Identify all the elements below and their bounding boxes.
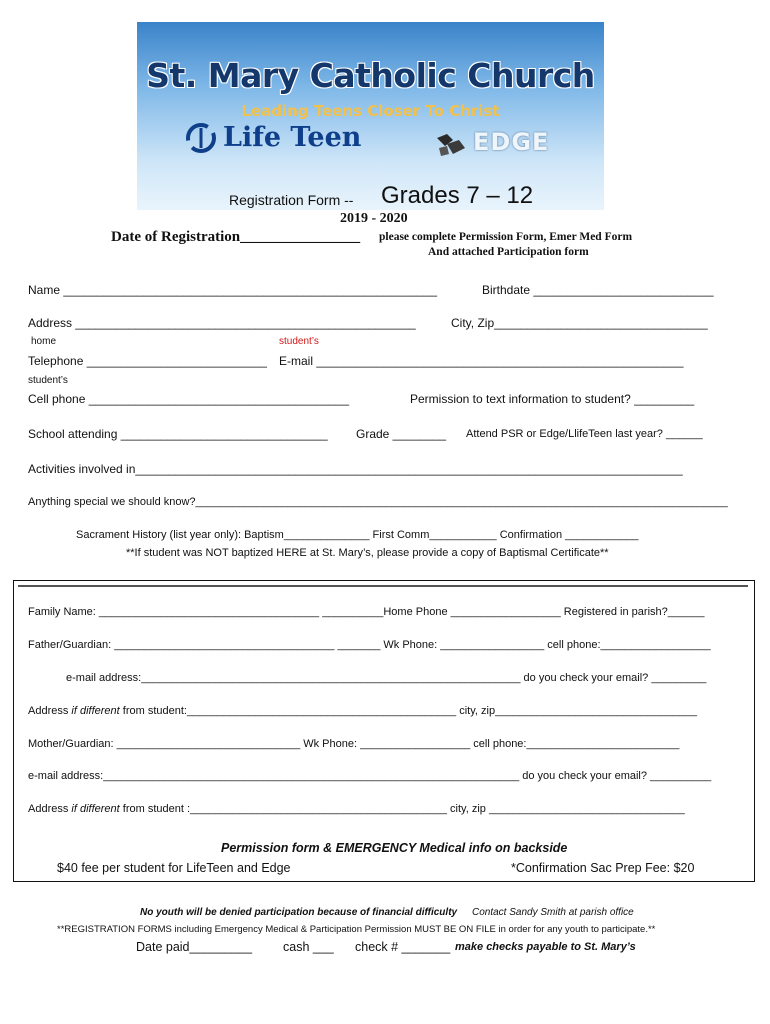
address-rest: from student:____________________________________________ city, zip_________________________________ [119, 705, 697, 717]
registration-forms-note: **REGISTRATION FORMS including Emergency Medical & Participation Permission MUST BE ON FILE in order for any youth to participate.** [57, 924, 656, 935]
address-label: Address [28, 803, 72, 815]
no-youth-denied-note: No youth will be denied participation because of financial difficulty [140, 907, 458, 918]
cell-phone-field[interactable]: Cell phone _______________________________________ [28, 392, 349, 406]
address-rest: from student :__________________________________________ city, zip ________________________________ [119, 803, 685, 815]
name-field[interactable]: Name ________________________________________________________ [28, 283, 438, 297]
home-label: home [31, 336, 57, 347]
header-banner [137, 22, 604, 210]
students-cell-label: student’s [28, 375, 68, 386]
date-paid-field[interactable]: Date paid_________ [136, 940, 253, 954]
activities-field[interactable]: Activities involved in__________________________________________________________________________________ [28, 462, 683, 476]
registration-form-label: Registration Form -- [229, 192, 354, 208]
address-label: Address [28, 705, 72, 717]
mother-email-field[interactable]: e-mail address:____________________________________________________________________ do you check your email? __________ [28, 770, 712, 782]
contact-note: Contact Sandy Smith at parish office [472, 907, 634, 918]
mother-address-field[interactable] [28, 803, 685, 815]
family-section-divider [18, 585, 748, 587]
family-section-box [13, 580, 755, 882]
students-email-label: student’s [279, 336, 319, 347]
church-name: St. Mary Catholic Church [146, 56, 595, 95]
attend-last-year-field[interactable]: Attend PSR or Edge/LlifeTeen last year? ______ [466, 428, 703, 440]
father-email-field[interactable]: e-mail address:______________________________________________________________ do you check your email? _________ [66, 672, 707, 684]
father-guardian-field[interactable]: Father/Guardian: ____________________________________ _______ Wk Phone: _________________ cell phone:__________________ [28, 639, 711, 651]
banner-tagline: Leading Teens Closer To Christ [241, 102, 500, 120]
cash-field[interactable]: cash ___ [283, 940, 334, 954]
grade-field[interactable]: Grade ________ [356, 427, 447, 441]
grades-label: Grades 7 – 12 [381, 182, 534, 209]
if-different-label: if different [71, 705, 120, 717]
school-year: 2019 - 2020 [340, 211, 408, 226]
instructions-line-1: please complete Permission Form, Emer Med Form [379, 231, 633, 243]
edge-logo-text: EDGE [473, 128, 550, 156]
lifeteen-logo-text: Life Teen [223, 122, 362, 153]
family-name-field[interactable]: Family Name: ____________________________________ __________Home Phone __________________ Registered in parish?______ [28, 606, 705, 618]
school-attending-field[interactable]: School attending _______________________________ [28, 427, 328, 441]
edge-logo-icon [433, 130, 469, 158]
if-different-label: if different [71, 803, 120, 815]
instructions-line-2: And attached Participation form [428, 246, 589, 258]
sacrament-history-field[interactable]: Sacrament History (list year only): Baptism______________ First Comm___________ Confirmation ____________ [76, 529, 639, 541]
permission-note: Permission form & EMERGENCY Medical info on backside [221, 841, 568, 855]
email-field[interactable]: E-mail _______________________________________________________ [279, 354, 684, 368]
city-zip-field[interactable]: City, Zip________________________________ [451, 316, 708, 330]
check-number-field[interactable]: check # _______ [355, 940, 451, 954]
lifeteen-logo-icon [185, 122, 217, 154]
address-field[interactable]: Address ___________________________________________________ [28, 316, 416, 330]
confirmation-fee-note: *Confirmation Sac Prep Fee: $20 [511, 861, 695, 875]
father-address-field[interactable] [28, 705, 697, 717]
fee-note: $40 fee per student for LifeTeen and Edge [57, 861, 291, 875]
payable-note: make checks payable to St. Mary’s [455, 941, 636, 953]
permission-to-text-field[interactable]: Permission to text information to student? _________ [410, 392, 695, 406]
telephone-field[interactable]: Telephone ___________________________ [28, 354, 267, 368]
birthdate-field[interactable]: Birthdate ___________________________ [482, 283, 714, 297]
mother-guardian-field[interactable]: Mother/Guardian: ______________________________ Wk Phone: __________________ cell phone:_________________________ [28, 738, 680, 750]
baptism-note: **If student was NOT baptized HERE at St. Mary’s, please provide a copy of Baptismal Certificate** [126, 547, 609, 559]
date-of-registration-field[interactable]: Date of Registration________________ [111, 229, 361, 245]
anything-special-field[interactable]: Anything special we should know?_______________________________________________________________________________________ [28, 496, 728, 508]
